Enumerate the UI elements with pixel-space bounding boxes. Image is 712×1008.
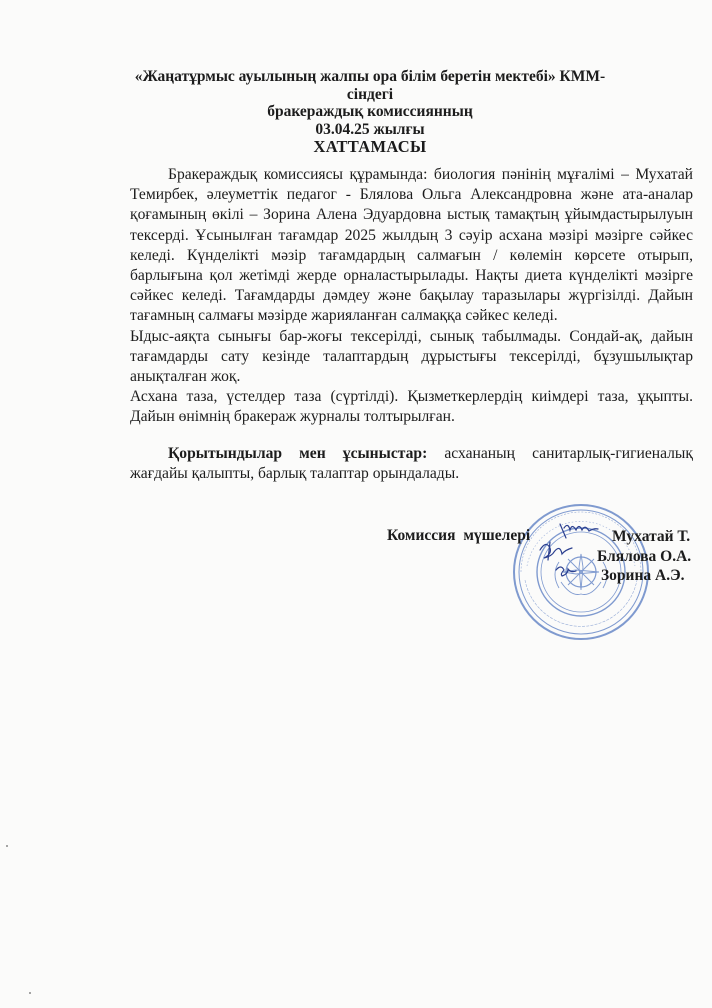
signer-name: Зорина А.Э.: [601, 567, 685, 584]
document-title: ХАТТАМАСЫ: [313, 137, 427, 156]
paragraph-composition: Бракераждық комиссиясы құрамында: биология пәнінің мұғалімі – Мухатай Темирбек, әлеуметтік педагог - Блялова Ольга Александровна және ата-аналар қоғамының өкілі – Зорина Алена Эдуардовна ыстық тамақтың ұйымдастырылуын тексерді. Ұсынылған тағамдар 2025 жылдың 3 сәуір асхана мәзірі мәзірге сәйкес келеді. Күнделікті мәзір тағамдардың салмағын / көлемін көрсете отырып, барлығына қол жетімді жерде орналастырылады. Нақты диета күнделікті мәзірге сәйкес келеді. Тағамдарды дәмдеу және бақылау таразылары жүргізілді. Дайын тағамның салмағы мәзірде жарияланған салмаққа сәйкес келеді.: [130, 166, 693, 325]
signatures-names: [597, 527, 707, 586]
header-date: 03.04.25 жылғы: [315, 120, 425, 138]
header-commission-line: бракераждық комиссиянның: [267, 103, 473, 120]
signatures-title: Комиссия мүшелері: [387, 527, 531, 544]
paragraph-conclusion: [130, 444, 693, 484]
document-body: [130, 165, 693, 484]
signer-name: Мухатай Т.: [612, 528, 691, 545]
header-school-line: «Жаңатұрмыс ауылының жалпы ора білім беретін мектебі» КММ-: [134, 68, 606, 85]
conclusion-label: Қорытындылар мен ұсыныстар:: [168, 444, 428, 462]
signer-name: Блялова О.А.: [597, 547, 692, 565]
document-header: [120, 68, 620, 156]
paragraph-cleanliness: Асхана таза, үстелдер таза (сүртілді). Қызметкерлердің киімдері таза, ұқыпты. Дайын өнімнің бракераж журналы толтырылған.: [130, 388, 693, 426]
conclusion-text: асхананың санитарлық-гигиеналық жағдайы қалыпты, барлық талаптар орындалады.: [130, 444, 693, 482]
header-school-line-cont: сіндегі: [346, 85, 394, 103]
paragraph-dishes: Ыдыс-аяқта сынығы бар-жоғы тексерілді, сынық табылмады. Сондай-ақ, дайын тағамдарды сату кезінде талаптардың дұрыстығы тексерілді, бұзушылықтар анықталған жоқ.: [130, 327, 693, 386]
scan-speck: [6, 845, 8, 847]
scan-speck: [29, 992, 31, 994]
